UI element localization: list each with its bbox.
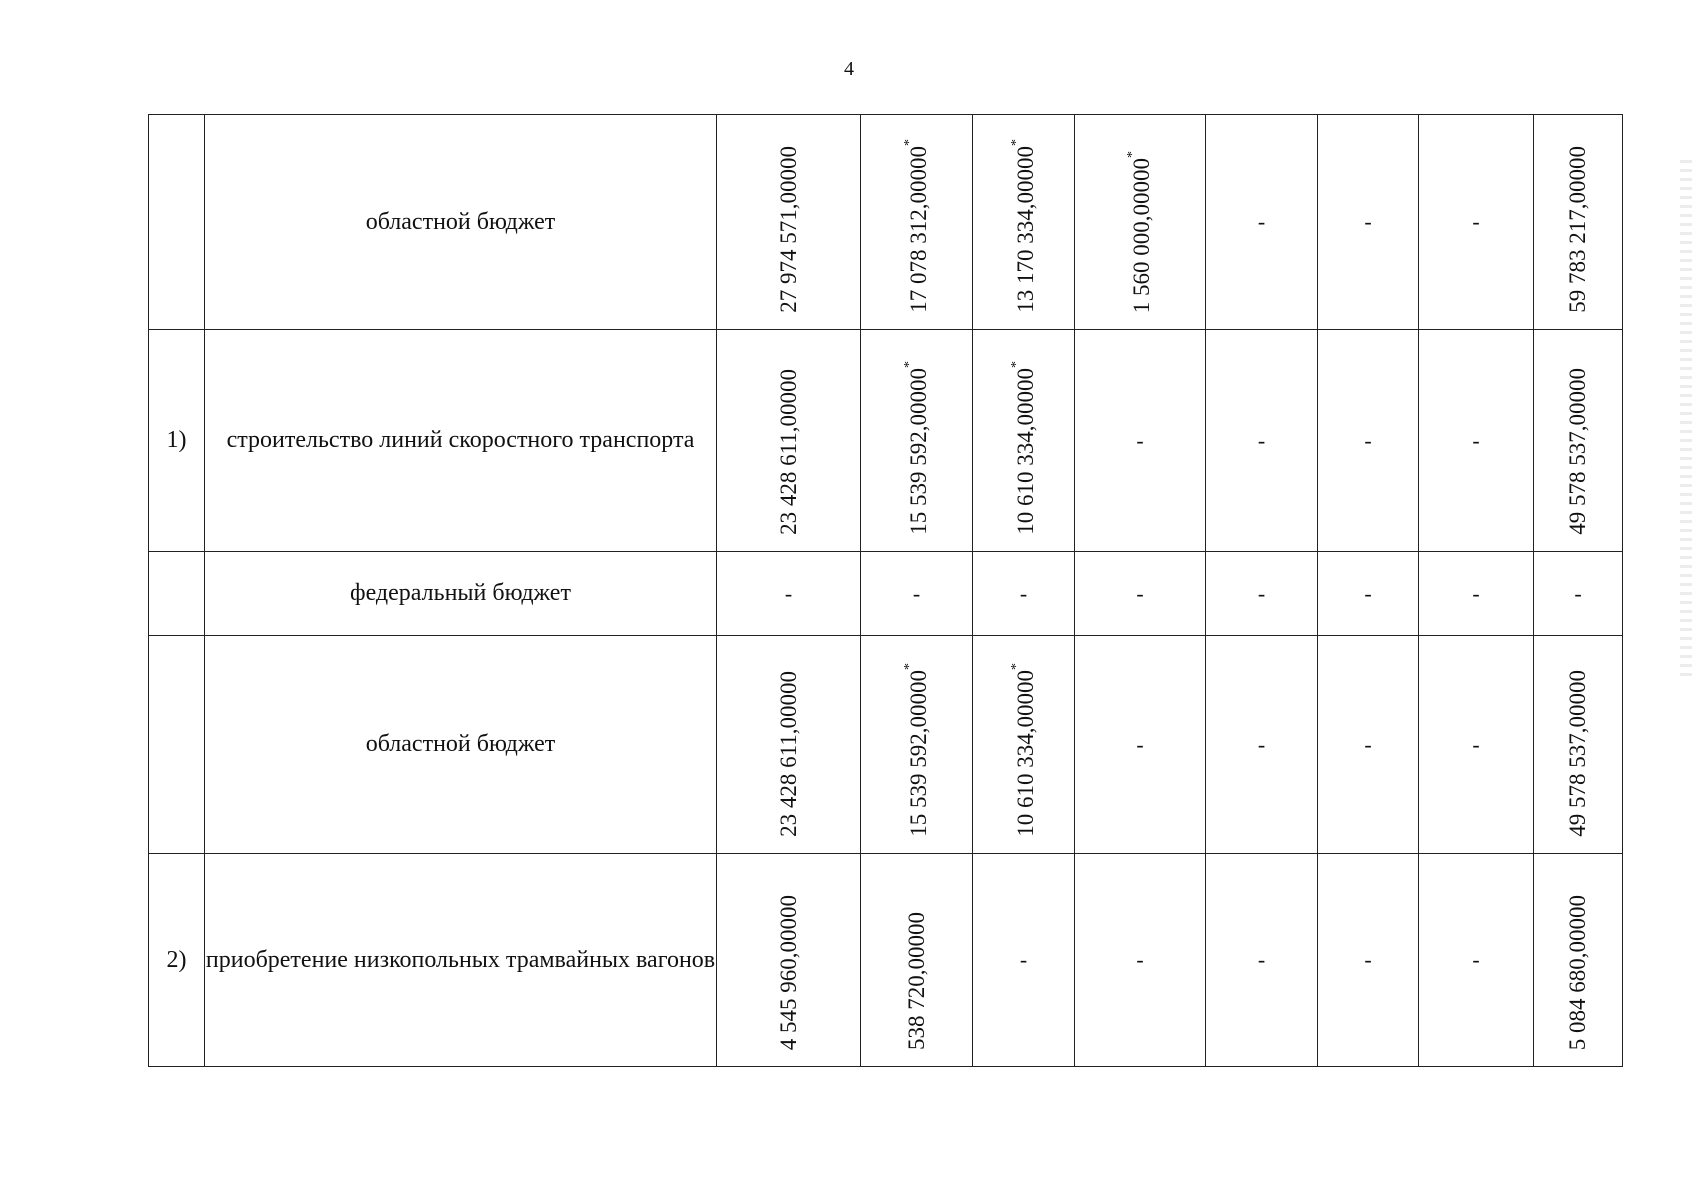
value-cell <box>1534 854 1623 1067</box>
amount-text: 49 578 537,00000 <box>1565 670 1590 837</box>
empty-value-dash: - <box>1257 209 1266 234</box>
value-cell <box>1318 854 1419 1067</box>
amount-value <box>1565 670 1591 837</box>
empty-value-dash: - <box>1472 947 1480 972</box>
footnote-asterisk: * <box>1008 361 1024 369</box>
value-cell <box>973 854 1075 1067</box>
value-cell <box>1419 552 1534 636</box>
empty-value-dash: - <box>1364 209 1372 234</box>
value-cell <box>1534 552 1623 636</box>
footnote-asterisk: * <box>1008 663 1024 671</box>
value-cell <box>1318 552 1419 636</box>
amount-value <box>904 912 930 1050</box>
amount-value <box>1565 895 1591 1050</box>
amount-value <box>1009 663 1039 837</box>
table-row <box>149 854 1623 1067</box>
row-name: приобретение низкопольных трамвайных вагонов <box>205 854 717 1067</box>
amount-text: 538 720,00000 <box>903 912 929 1050</box>
empty-value-dash: - <box>1472 731 1480 757</box>
empty-value-dash: - <box>1472 580 1480 606</box>
amount-text: 17 078 312,00000 <box>905 146 931 313</box>
amount-text: 27 974 571,00000 <box>775 146 801 313</box>
row-number <box>149 552 205 636</box>
empty-value-dash: - <box>1136 427 1144 453</box>
empty-value-dash: - <box>1472 209 1480 234</box>
footnote-asterisk: * <box>901 139 917 147</box>
scan-edge-marks <box>1680 160 1692 680</box>
amount-value <box>1565 368 1591 535</box>
amount-value <box>776 671 802 837</box>
row-name: областной бюджет <box>205 115 717 330</box>
value-cell <box>1206 854 1318 1067</box>
amount-value <box>902 139 932 313</box>
value-cell <box>973 330 1075 552</box>
value-cell <box>717 115 861 330</box>
value-cell <box>973 552 1075 636</box>
empty-value-dash: - <box>1019 947 1028 972</box>
table-row <box>149 552 1623 636</box>
value-cell <box>1318 330 1419 552</box>
amount-text: 1 560 000,00000 <box>1128 157 1154 313</box>
table-row <box>149 636 1623 854</box>
amount-text: 15 539 592,00000 <box>905 670 931 837</box>
value-cell <box>717 854 861 1067</box>
value-cell <box>1419 115 1534 330</box>
value-cell <box>861 854 973 1067</box>
value-cell <box>1075 552 1206 636</box>
empty-value-dash: - <box>1472 427 1480 453</box>
value-cell <box>1318 115 1419 330</box>
amount-text: 23 428 611,00000 <box>775 671 801 837</box>
empty-value-dash: - <box>1257 580 1266 606</box>
empty-value-dash: - <box>1257 427 1266 453</box>
row-number: 2) <box>149 854 205 1067</box>
value-cell <box>861 636 973 854</box>
footnote-asterisk: * <box>901 663 917 671</box>
value-cell <box>717 552 861 636</box>
value-cell <box>1419 636 1534 854</box>
table-row <box>149 330 1623 552</box>
amount-value <box>902 663 932 837</box>
empty-value-dash: - <box>1136 947 1144 972</box>
amount-text: 4 545 960,00000 <box>775 894 801 1050</box>
row-name: строительство линий скоростного транспорта <box>205 330 717 552</box>
empty-value-dash: - <box>1136 731 1144 757</box>
amount-text: 23 428 611,00000 <box>775 369 801 535</box>
empty-value-dash: - <box>1364 427 1372 453</box>
value-cell <box>973 636 1075 854</box>
value-cell <box>973 115 1075 330</box>
amount-value <box>776 146 802 313</box>
amount-text: 59 783 217,00000 <box>1565 146 1590 313</box>
empty-value-dash: - <box>1257 947 1266 972</box>
amount-text: 10 610 334,00000 <box>1012 368 1038 535</box>
value-cell <box>1075 330 1206 552</box>
row-number <box>149 115 205 330</box>
empty-value-dash: - <box>1364 580 1372 606</box>
footnote-asterisk: * <box>1008 139 1024 147</box>
value-cell <box>1206 330 1318 552</box>
value-cell <box>1206 115 1318 330</box>
value-cell <box>861 552 973 636</box>
row-number <box>149 636 205 854</box>
value-cell <box>717 636 861 854</box>
empty-value-dash: - <box>1364 947 1372 972</box>
amount-value <box>1125 151 1155 313</box>
amount-value <box>1009 361 1039 535</box>
amount-text: 49 578 537,00000 <box>1565 368 1590 535</box>
value-cell <box>1206 552 1318 636</box>
empty-value-dash: - <box>1364 731 1372 757</box>
footnote-asterisk: * <box>901 361 917 369</box>
row-name: федеральный бюджет <box>205 552 717 636</box>
empty-value-dash: - <box>1574 580 1582 606</box>
amount-text: 5 084 680,00000 <box>1565 894 1590 1050</box>
row-number: 1) <box>149 330 205 552</box>
table-row <box>149 115 1623 330</box>
value-cell <box>717 330 861 552</box>
value-cell <box>1206 636 1318 854</box>
value-cell <box>1419 854 1534 1067</box>
value-cell <box>861 330 973 552</box>
row-name: областной бюджет <box>205 636 717 854</box>
value-cell <box>1534 330 1623 552</box>
empty-value-dash: - <box>1257 731 1266 757</box>
value-cell <box>1075 636 1206 854</box>
value-cell <box>1318 636 1419 854</box>
value-cell <box>1075 854 1206 1067</box>
amount-value <box>1565 146 1591 313</box>
empty-value-dash: - <box>912 580 921 606</box>
value-cell <box>1419 330 1534 552</box>
empty-value-dash: - <box>1136 580 1144 606</box>
empty-value-dash: - <box>1019 580 1028 606</box>
amount-value <box>902 361 932 535</box>
amount-text: 10 610 334,00000 <box>1012 670 1038 837</box>
footnote-asterisk: * <box>1125 150 1141 158</box>
empty-value-dash: - <box>784 580 793 606</box>
value-cell <box>1075 115 1206 330</box>
amount-value <box>776 369 802 535</box>
amount-value <box>776 895 802 1050</box>
amount-value <box>1009 139 1039 313</box>
budget-table <box>148 114 1623 1067</box>
amount-text: 15 539 592,00000 <box>905 368 931 535</box>
value-cell <box>861 115 973 330</box>
amount-text: 13 170 334,00000 <box>1012 146 1038 313</box>
page-number: 4 <box>844 58 854 80</box>
value-cell <box>1534 115 1623 330</box>
value-cell <box>1534 636 1623 854</box>
